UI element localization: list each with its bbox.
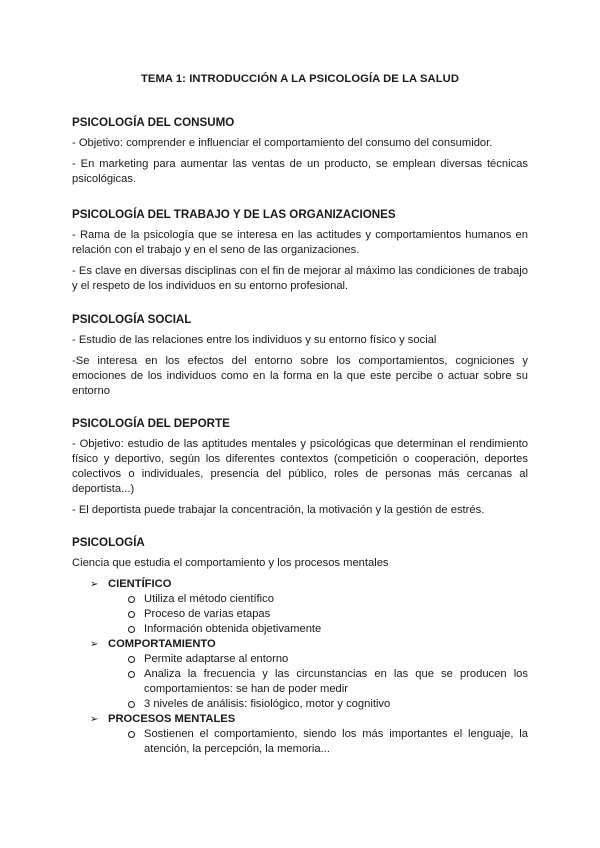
sub-list-item — [108, 667, 528, 697]
list-item-label: PROCESOS MENTALES — [108, 713, 236, 725]
section-consumo — [72, 115, 528, 193]
list-item — [72, 577, 528, 637]
circle-bullet-icon — [128, 731, 135, 738]
circle-bullet-icon — [128, 656, 135, 663]
sub-list-item — [108, 727, 528, 757]
arrow-bullet-icon: ➢ — [90, 579, 99, 590]
section-heading: PSICOLOGÍA DEL DEPORTE — [72, 417, 230, 430]
circle-bullet-icon — [128, 626, 135, 633]
list-item-label: CIENTÍFICO — [108, 578, 172, 590]
list-item — [72, 637, 528, 712]
sub-list-item — [108, 607, 528, 622]
section-psicologia — [72, 535, 528, 757]
list-item-label: COMPORTAMIENTO — [108, 638, 216, 650]
arrow-bullet-icon: ➢ — [90, 714, 99, 725]
section-heading: PSICOLOGÍA DEL TRABAJO Y DE LAS ORGANIZACIONES — [72, 208, 396, 221]
section-social — [72, 312, 528, 405]
sub-list-item — [108, 592, 528, 607]
sub-list-item-text: Proceso de varias etapas — [144, 608, 271, 620]
document-title: TEMA 1: INTRODUCCIÓN A LA PSICOLOGÍA DE LA SALUD — [140, 73, 460, 85]
paragraph: - En marketing para aumentar las ventas de un producto, se emplean diversas técnicas psicológicas. — [72, 158, 528, 185]
sub-list-item-text: 3 niveles de análisis: fisiológico, motor y cognitivo — [144, 698, 391, 710]
paragraph: - Objetivo: comprender e influenciar el comportamiento del consumo del consumidor. — [72, 137, 493, 149]
circle-bullet-icon — [128, 596, 135, 603]
topic-list — [72, 577, 528, 757]
paragraph: - Estudio de las relaciones entre los individuos y su entorno físico y social — [72, 334, 437, 346]
section-trabajo — [72, 207, 528, 300]
sub-list — [108, 727, 528, 757]
sub-list-item-text: Sostienen el comportamiento, siendo los más importantes el lenguaje, la atención, la percepción, la memoria... — [144, 728, 528, 755]
paragraph: - El deportista puede trabajar la concentración, la motivación y la gestión de estrés. — [72, 504, 485, 516]
paragraph: - Rama de la psicología que se interesa en las actitudes y comportamientos humanos en relación con el trabajo y en el seno de las organizaciones. — [72, 229, 528, 256]
section-intro: Ciencia que estudia el comportamiento y los procesos mentales — [72, 557, 389, 569]
circle-bullet-icon — [128, 671, 135, 678]
list-item — [72, 712, 528, 757]
sub-list-item — [108, 622, 528, 637]
sub-list — [108, 652, 528, 712]
section-heading: PSICOLOGÍA SOCIAL — [72, 313, 192, 326]
sub-list-item-text: Información obtenida objetivamente — [144, 623, 322, 635]
section-deporte — [72, 416, 528, 524]
section-heading: PSICOLOGÍA — [72, 536, 145, 549]
paragraph: - Objetivo: estudio de las aptitudes mentales y psicológicas que determinan el rendimiento físico y deportivo, según los diferentes contextos (competición o cooperación, deportes colectivos o individuales, presencia del público, roles de personas más cercanas al deportista...) — [72, 438, 528, 495]
section-heading: PSICOLOGÍA DEL CONSUMO — [72, 116, 235, 129]
sub-list — [108, 592, 528, 637]
circle-bullet-icon — [128, 701, 135, 708]
paragraph: -Se interesa en los efectos del entorno sobre los comportamientos, cogniciones y emociones de los individuos como en la forma en la que este percibe o actuar sobre su entorno — [72, 355, 528, 397]
arrow-bullet-icon: ➢ — [90, 639, 99, 650]
paragraph: - Es clave en diversas disciplinas con el fin de mejorar al máximo las condiciones de trabajo y el respeto de los individuos en su entorno profesional. — [72, 265, 528, 292]
circle-bullet-icon — [128, 611, 135, 618]
sub-list-item-text: Permite adaptarse al entorno — [144, 653, 289, 665]
sub-list-item-text: Analiza la frecuencia y las circunstancias en las que se producen los comportamientos: se han de poder medir — [144, 668, 528, 695]
sub-list-item — [108, 652, 528, 667]
sub-list-item-text: Utiliza el método científico — [144, 593, 274, 605]
sub-list-item — [108, 697, 528, 712]
